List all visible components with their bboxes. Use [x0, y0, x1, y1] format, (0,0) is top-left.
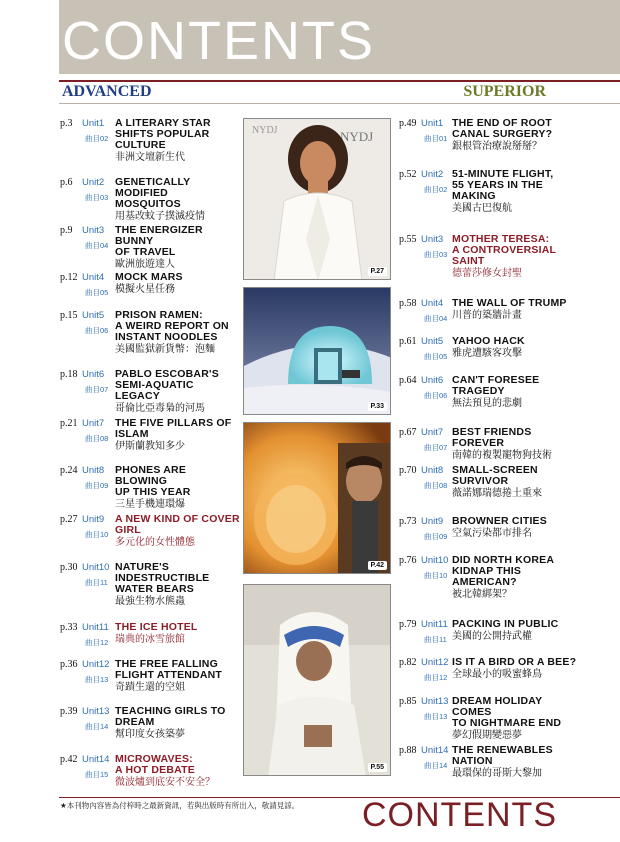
toc-unit-label: Unit11 [421, 619, 448, 630]
toc-track-label: 曲目04 [424, 314, 448, 323]
toc-english-title: SAINT [452, 255, 485, 267]
toc-english-title: DREAM [115, 716, 155, 728]
toc-track-label: 曲目07 [424, 443, 448, 452]
toc-page-number: p.6 [60, 177, 73, 188]
toc-track-label: 曲目12 [85, 638, 109, 647]
toc-english-title: THE FREE FALLING [115, 658, 218, 670]
toc-track-label: 曲目08 [85, 434, 109, 443]
toc-english-title: OF TRAVEL [115, 246, 176, 258]
toc-chinese-title: 德蕾莎修女封聖 [452, 268, 522, 279]
toc-title-block [115, 369, 240, 415]
toc-unit-label: Unit7 [82, 418, 105, 429]
microwave-illustration [244, 423, 391, 574]
toc-track-label: 曲目01 [424, 134, 448, 143]
toc-english-title: A CONTROVERSIAL [452, 244, 557, 256]
toc-track-label: 曲目05 [424, 352, 448, 361]
toc-page-number: p.88 [399, 745, 417, 756]
toc-page-number: p.79 [399, 619, 417, 630]
toc-english-title: THE RENEWABLES [452, 744, 553, 756]
toc-title-block [115, 118, 240, 164]
toc-chinese-title: 薇諾娜瑞德捲土重來 [452, 488, 542, 499]
toc-chinese-title: 瑞典的冰雪旅館 [115, 634, 185, 645]
toc-page-number: p.24 [60, 465, 78, 476]
toc-track-label: 曲目06 [85, 326, 109, 335]
toc-english-title: TRAGEDY [452, 385, 505, 397]
mother-teresa-illustration [244, 585, 391, 776]
toc-unit-label: Unit10 [421, 555, 449, 566]
toc-english-title: CAN'T FORESEE [452, 374, 540, 386]
toc-english-title: SURVIVOR [452, 475, 509, 487]
toc-english-title: SHIFTS POPULAR [115, 128, 210, 140]
toc-unit-label: Unit14 [421, 745, 449, 756]
toc-english-title: KIDNAP THIS [452, 565, 522, 577]
toc-chinese-title: 川普的築牆計畫 [452, 310, 522, 321]
toc-track-label: 曲目11 [424, 635, 447, 644]
toc-page-number: p.12 [60, 272, 78, 283]
footnote: ★本刊物內容皆為付梓時之最新資訊，若與出版時有所出入，敬請見諒。 [60, 801, 300, 810]
toc-title-block [452, 465, 577, 500]
toc-unit-label: Unit11 [82, 622, 109, 633]
toc-chinese-title: 被北韓綁架？ [452, 589, 512, 600]
toc-english-title: YAHOO HACK [452, 335, 525, 347]
toc-unit-label: Unit5 [421, 336, 444, 347]
section-heading-superior: SUPERIOR [463, 83, 546, 100]
toc-english-title: FLIGHT ATTENDANT [115, 669, 223, 681]
toc-page-number: p.61 [399, 336, 417, 347]
toc-english-title: THE ICE HOTEL [115, 621, 198, 633]
toc-track-label: 曲目09 [85, 481, 109, 490]
toc-english-title: DREAM HOLIDAY COMES [452, 695, 543, 718]
toc-title-block [452, 555, 577, 601]
toc-unit-label: Unit6 [421, 375, 444, 386]
page-title: CONTENTS [62, 11, 375, 71]
toc-english-title: BEST FRIENDS FOREVER [452, 426, 532, 449]
ice-hotel-photo [243, 287, 391, 415]
toc-english-title: MAKING [452, 190, 496, 202]
toc-title-block [115, 177, 240, 223]
toc-track-label: 曲目10 [424, 571, 448, 580]
toc-track-label: 曲目09 [424, 532, 448, 541]
photo-page-tag: P.55 [368, 763, 388, 772]
toc-chinese-title: 無法預見的悲劇 [452, 398, 522, 409]
photo-page-tag: P.33 [368, 402, 388, 411]
toc-english-title: THE END OF ROOT [452, 117, 552, 129]
toc-track-label: 曲目14 [424, 761, 448, 770]
toc-page-number: p.64 [399, 375, 417, 386]
toc-page-number: p.18 [60, 369, 78, 380]
toc-english-title: INDESTRUCTIBLE [115, 572, 210, 584]
toc-english-title: PHONES ARE BLOWING [115, 464, 187, 487]
toc-unit-label: Unit13 [421, 696, 449, 707]
toc-english-title: MOCK MARS [115, 271, 183, 283]
toc-unit-label: Unit9 [421, 516, 444, 527]
toc-title-block [452, 619, 577, 643]
toc-title-block [452, 169, 577, 215]
toc-unit-label: Unit6 [82, 369, 105, 380]
toc-english-title: PRISON RAMEN: [115, 309, 203, 321]
toc-unit-label: Unit10 [82, 562, 110, 573]
toc-page-number: p.27 [60, 514, 78, 525]
toc-unit-label: Unit13 [82, 706, 110, 717]
toc-unit-label: Unit7 [421, 427, 444, 438]
toc-chinese-title: 最強生物水熊蟲 [115, 596, 185, 607]
toc-page-number: p.55 [399, 234, 417, 245]
toc-english-title: UP THIS YEAR [115, 486, 191, 498]
toc-unit-label: Unit4 [82, 272, 105, 283]
toc-english-title: NATURE'S [115, 561, 170, 573]
toc-title-block [452, 118, 577, 153]
toc-chinese-title: 南韓的複製寵物狗技術 [452, 450, 552, 461]
toc-page-number: p.58 [399, 298, 417, 309]
toc-english-title: A HOT DEBATE [115, 764, 195, 776]
toc-unit-label: Unit3 [421, 234, 444, 245]
toc-chinese-title: 最環保的哥斯大黎加 [452, 768, 542, 779]
section-divider [59, 80, 620, 82]
svg-text:NYDJ: NYDJ [252, 125, 278, 136]
toc-chinese-title: 銀根管治療說掰掰？ [452, 141, 542, 152]
toc-page-number: p.42 [60, 754, 78, 765]
section-heading-advanced: ADVANCED [62, 83, 152, 100]
toc-track-label: 曲目02 [424, 185, 448, 194]
toc-page-number: p.36 [60, 659, 78, 670]
toc-page-number: p.70 [399, 465, 417, 476]
toc-track-label: 曲目13 [85, 675, 109, 684]
toc-english-title: MICROWAVES: [115, 753, 193, 765]
toc-title-block [115, 418, 240, 453]
toc-track-label: 曲目12 [424, 673, 448, 682]
toc-unit-label: Unit12 [82, 659, 110, 670]
toc-track-label: 曲目02 [85, 134, 109, 143]
toc-english-title: DID NORTH KOREA [452, 554, 555, 566]
toc-title-block [452, 375, 577, 410]
toc-title-block [115, 706, 240, 741]
toc-page-number: p.73 [399, 516, 417, 527]
toc-track-label: 曲目07 [85, 385, 109, 394]
toc-track-label: 曲目03 [424, 250, 448, 259]
toc-title-block [115, 754, 240, 789]
photo-page-tag: P.27 [368, 267, 388, 276]
toc-chinese-title: 美國古巴復航 [452, 203, 512, 214]
toc-unit-label: Unit3 [82, 225, 105, 236]
toc-english-title: AMERICAN? [452, 576, 517, 588]
toc-chinese-title: 空氣污染都市排名 [452, 528, 532, 539]
mother-teresa-photo [243, 584, 391, 776]
toc-title-block [115, 514, 240, 549]
toc-track-label: 曲目03 [85, 193, 109, 202]
toc-page-number: p.39 [60, 706, 78, 717]
toc-title-block [115, 272, 240, 296]
toc-title-block [115, 465, 240, 511]
toc-chinese-title: 用基改蚊子撲滅疫情 [115, 211, 205, 222]
toc-chinese-title: 微波爐到底安不安全？ [115, 777, 215, 788]
toc-title-block [452, 298, 577, 322]
toc-unit-label: Unit2 [82, 177, 105, 188]
toc-title-block [115, 225, 240, 271]
toc-page-number: p.3 [60, 118, 73, 129]
toc-title-block [452, 427, 577, 462]
toc-track-label: 曲目15 [85, 770, 109, 779]
toc-chinese-title: 夢幻假期變惡夢 [452, 730, 522, 741]
toc-english-title: SMALL-SCREEN [452, 464, 538, 476]
toc-english-title: NATION [452, 755, 493, 767]
toc-chinese-title: 雅虎遭駭客攻擊 [452, 348, 522, 359]
section-divider-lower [59, 103, 620, 104]
toc-english-title: TEACHING GIRLS TO [115, 705, 226, 717]
toc-english-title: GIRL [115, 524, 141, 536]
toc-unit-label: Unit4 [421, 298, 444, 309]
photo-page-tag: P.42 [368, 561, 388, 570]
toc-chinese-title: 幫印度女孩築夢 [115, 729, 185, 740]
toc-chinese-title: 多元化的女性體態 [115, 537, 195, 548]
toc-track-label: 曲目06 [424, 391, 448, 400]
toc-page-number: p.15 [60, 310, 78, 321]
toc-page-number: p.30 [60, 562, 78, 573]
toc-title-block [115, 310, 240, 356]
toc-english-title: THE FIVE PILLARS OF [115, 417, 232, 429]
toc-chinese-title: 奇蹟生還的空姐 [115, 682, 185, 693]
toc-english-title: 55 YEARS IN THE [452, 179, 543, 191]
toc-english-title: PABLO ESCOBAR'S [115, 368, 219, 380]
toc-english-title: 51-MINUTE FLIGHT, [452, 168, 554, 180]
toc-english-title: THE WALL OF TRUMP [452, 297, 567, 309]
toc-unit-label: Unit2 [421, 169, 444, 180]
toc-title-block [452, 516, 577, 540]
toc-track-label: 曲目05 [85, 288, 109, 297]
toc-title-block [452, 696, 577, 742]
microwave-photo [243, 422, 391, 574]
toc-english-title: A LITERARY STAR [115, 117, 211, 129]
toc-chinese-title: 三星手機連環爆 [115, 499, 185, 510]
toc-page-number: p.9 [60, 225, 73, 236]
toc-unit-label: Unit8 [421, 465, 444, 476]
toc-title-block [115, 622, 240, 646]
toc-page-number: p.85 [399, 696, 417, 707]
toc-english-title: WATER BEARS [115, 583, 195, 595]
toc-unit-label: Unit14 [82, 754, 110, 765]
toc-page-number: p.33 [60, 622, 78, 633]
toc-chinese-title: 歐洲旅遊達人 [115, 259, 175, 270]
toc-chinese-title: 哥倫比亞毒梟的河馬 [115, 403, 205, 414]
toc-english-title: BROWNER CITIES [452, 515, 547, 527]
toc-track-label: 曲目08 [424, 481, 448, 490]
footer-contents-title: CONTENTS [362, 796, 557, 834]
toc-title-block [115, 562, 240, 608]
toc-chinese-title: 全球最小的吸蜜蜂鳥 [452, 669, 542, 680]
toc-english-title: CANAL SURGERY? [452, 128, 553, 140]
toc-english-title: A WEIRD REPORT ON [115, 320, 229, 332]
toc-english-title: TO NIGHTMARE END [452, 717, 562, 729]
toc-chinese-title: 非洲文壇新生代 [115, 152, 185, 163]
toc-english-title: A NEW KIND OF COVER [115, 513, 240, 525]
toc-title-block [115, 659, 240, 694]
toc-track-label: 曲目14 [85, 722, 109, 731]
toc-title-block [452, 336, 577, 360]
toc-english-title: THE ENERGIZER BUNNY [115, 224, 203, 247]
toc-english-title: CULTURE [115, 139, 166, 151]
toc-unit-label: Unit5 [82, 310, 105, 321]
toc-unit-label: Unit12 [421, 657, 449, 668]
toc-english-title: SEMI-AQUATIC LEGACY [115, 379, 194, 402]
toc-unit-label: Unit9 [82, 514, 105, 525]
toc-track-label: 曲目10 [85, 530, 109, 539]
toc-chinese-title: 伊斯蘭教知多少 [115, 441, 185, 452]
toc-title-block [452, 657, 577, 681]
toc-english-title: MOSQUITOS [115, 198, 181, 210]
toc-page-number: p.52 [399, 169, 417, 180]
toc-title-block [452, 745, 577, 780]
cover-girl-photo [243, 118, 391, 280]
toc-unit-label: Unit1 [421, 118, 444, 129]
cover-girl-illustration [244, 119, 391, 280]
toc-track-label: 曲目11 [85, 578, 108, 587]
toc-page-number: p.67 [399, 427, 417, 438]
toc-chinese-title: 美國的公開持武權 [452, 631, 532, 642]
toc-page-number: p.76 [399, 555, 417, 566]
toc-track-label: 曲目13 [424, 712, 448, 721]
toc-page-number: p.82 [399, 657, 417, 668]
toc-english-title: INSTANT NOODLES [115, 331, 218, 343]
toc-chinese-title: 美國監獄新貨幣：泡麵 [115, 344, 215, 355]
toc-track-label: 曲目04 [85, 241, 109, 250]
toc-english-title: GENETICALLY MODIFIED [115, 176, 191, 199]
toc-unit-label: Unit8 [82, 465, 105, 476]
toc-english-title: IS IT A BIRD OR A BEE? [452, 656, 577, 668]
toc-title-block [452, 234, 577, 280]
ice-hotel-illustration [244, 288, 391, 415]
toc-english-title: MOTHER TERESA: [452, 233, 550, 245]
toc-unit-label: Unit1 [82, 118, 105, 129]
toc-page-number: p.21 [60, 418, 78, 429]
toc-chinese-title: 模擬火星任務 [115, 284, 175, 295]
toc-page-number: p.49 [399, 118, 417, 129]
toc-english-title: PACKING IN PUBLIC [452, 618, 559, 630]
sign-text: NYDJ [340, 129, 374, 144]
toc-english-title: ISLAM [115, 428, 149, 440]
